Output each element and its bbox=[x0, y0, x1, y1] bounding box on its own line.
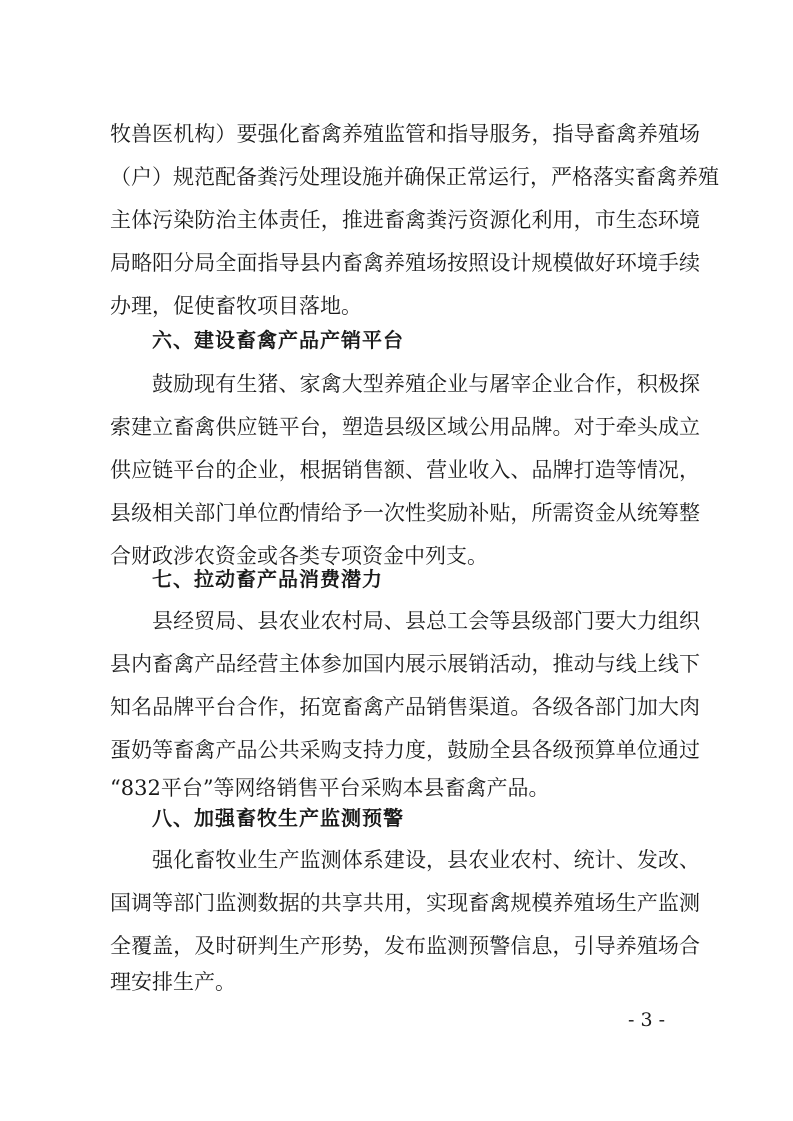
text-line: 县内畜禽产品经营主体参加国内展示展销活动，推动与线上线下 bbox=[110, 652, 700, 676]
text-line: 国调等部门监测数据的共享共用，实现畜禽规模养殖场生产监测 bbox=[110, 891, 700, 915]
text-line: 理安排生产。 bbox=[110, 970, 236, 994]
text-line: 鼓励现有生猪、家禽大型养殖企业与屠宰企业合作，积极探 bbox=[152, 372, 700, 396]
text-line: 知名品牌平台合作，拓宽畜禽产品销售渠道。各级各部门加大肉 bbox=[110, 695, 700, 719]
text-line: 索建立畜禽供应链平台，塑造县级区域公用品牌。对于牵头成立 bbox=[110, 415, 700, 439]
text-line: 县经贸局、县农业农村局、县总工会等县级部门要大力组织 bbox=[152, 609, 700, 633]
text-line: 合财政涉农资金或各类专项资金中列支。 bbox=[110, 544, 488, 568]
text-line: 强化畜牧业生产监测体系建设，县农业农村、统计、发改、 bbox=[152, 848, 700, 872]
section-heading-8: 八、加强畜牧生产监测预警 bbox=[152, 806, 404, 830]
section-heading-6: 六、建设畜禽产品产销平台 bbox=[152, 328, 404, 352]
text-line: （户）规范配备粪污处理设施并确保正常运行，严格落实畜禽养殖 bbox=[110, 165, 719, 189]
text-line: 供应链平台的企业，根据销售额、营业收入、品牌打造等情况， bbox=[110, 458, 700, 482]
text-line: 县级相关部门单位酌情给予一次性奖励补贴，所需资金从统筹整 bbox=[110, 501, 700, 525]
text-line: 牧兽医机构）要强化畜禽养殖监管和指导服务，指导畜禽养殖场 bbox=[110, 122, 700, 146]
text-line: 全覆盖，及时研判生产形势，发布监测预警信息，引导养殖场合 bbox=[110, 934, 700, 958]
text-line: 主体污染防治主体责任，推进畜禽粪污资源化利用，市生态环境 bbox=[110, 208, 700, 232]
section-heading-7: 七、拉动畜产品消费潜力 bbox=[152, 567, 383, 591]
text-line: 办理，促使畜牧项目落地。 bbox=[110, 294, 362, 318]
text-line: 局略阳分局全面指导县内畜禽养殖场按照设计规模做好环境手续 bbox=[110, 251, 700, 275]
text-line: “832平台”等网络销售平台采购本县畜禽产品。 bbox=[110, 776, 550, 800]
text-line: 蛋奶等畜禽产品公共采购支持力度，鼓励全县各级预算单位通过 bbox=[110, 738, 700, 762]
page-number: - 3 - bbox=[628, 1009, 666, 1031]
